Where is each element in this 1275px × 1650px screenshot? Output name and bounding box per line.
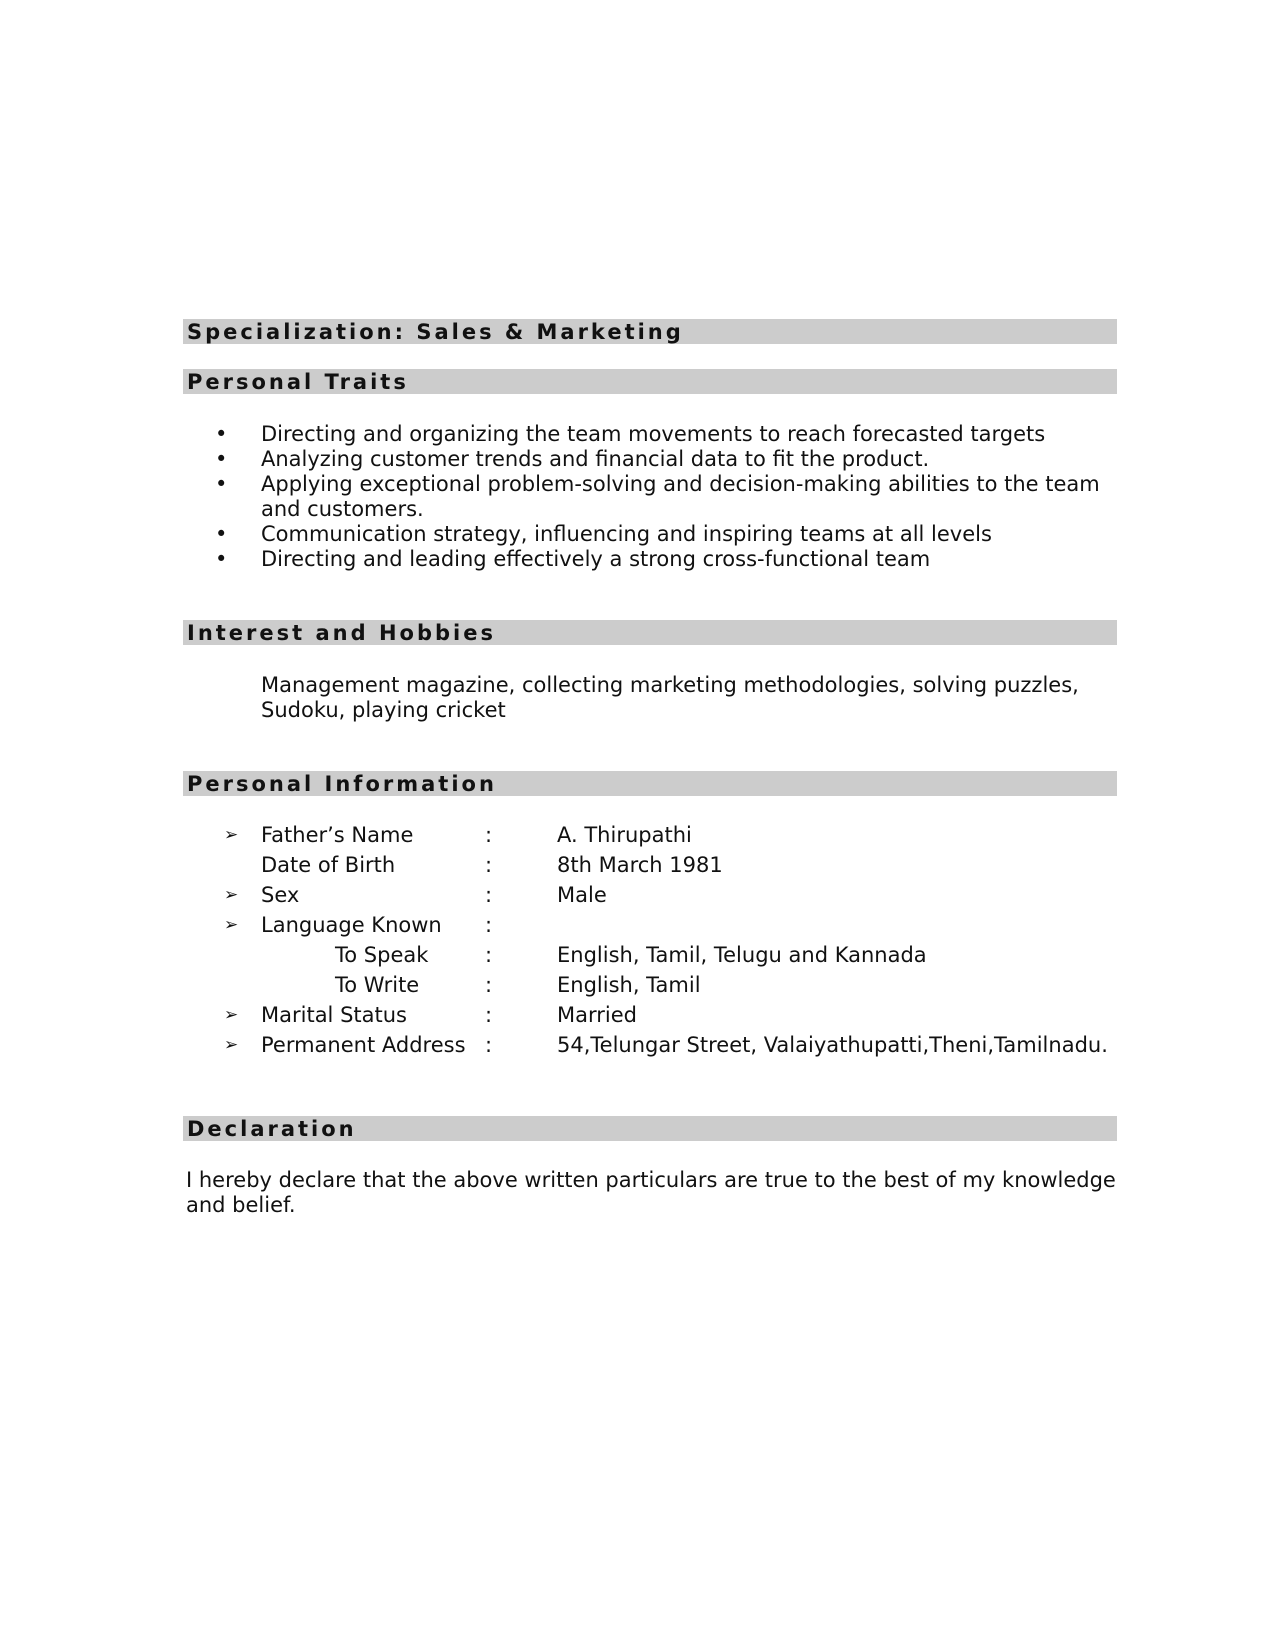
personal-info-title: Personal Information (187, 772, 497, 796)
declaration-header (183, 1116, 1117, 1141)
info-colon: : (485, 883, 493, 907)
info-colon: : (485, 1003, 493, 1027)
bullet-icon: • (215, 472, 228, 496)
trait-text: Communication strategy, influencing and inspiring teams at all levels (261, 522, 992, 546)
info-row-language-known (220, 910, 1120, 940)
personal-traits-list (213, 422, 1113, 572)
list-item (213, 472, 1113, 522)
info-value: English, Tamil, Telugu and Kannada (557, 943, 927, 967)
info-value: Married (557, 1003, 637, 1027)
specialization-title: Specialization: Sales & Marketing (187, 320, 684, 344)
specialization-header (183, 319, 1117, 344)
hobbies-header (183, 620, 1117, 645)
info-colon: : (485, 853, 493, 877)
info-colon: : (485, 823, 493, 847)
info-value: 8th March 1981 (557, 853, 723, 877)
arrow-bullet-icon: ➢ (224, 1035, 239, 1055)
bullet-icon: • (215, 447, 228, 471)
info-row-fathers-name (220, 820, 1120, 850)
bullet-icon: • (215, 522, 228, 546)
trait-text: Directing and leading effectively a strong cross-functional team (261, 547, 931, 571)
info-row-marital-status (220, 1000, 1120, 1030)
info-label: To Write (335, 973, 420, 997)
hobbies-text: Management magazine, collecting marketing methodologies, solving puzzles, Sudoku, playing cricket (261, 673, 1079, 722)
list-item (213, 522, 1113, 547)
info-colon: : (485, 943, 493, 967)
info-value: English, Tamil (557, 973, 701, 997)
info-label: Date of Birth (261, 853, 396, 877)
info-row-to-write (220, 970, 1120, 1000)
arrow-bullet-icon: ➢ (224, 915, 239, 935)
declaration-text: I hereby declare that the above written particulars are true to the best of my knowledge and belief. (186, 1168, 1116, 1217)
arrow-bullet-icon: ➢ (224, 885, 239, 905)
info-value: 54,Telungar Street, Valaiyathupatti,Theni,Tamilnadu. (557, 1033, 1108, 1057)
arrow-bullet-icon: ➢ (224, 825, 239, 845)
info-colon: : (485, 913, 493, 937)
personal-traits-header (183, 369, 1117, 394)
info-label: Marital Status (261, 1003, 407, 1027)
declaration-title: Declaration (187, 1117, 357, 1141)
info-row-sex (220, 880, 1120, 910)
trait-text: Directing and organizing the team movements to reach forecasted targets (261, 422, 1046, 446)
personal-info-header (183, 771, 1117, 796)
personal-traits-title: Personal Traits (187, 370, 409, 394)
info-value: A. Thirupathi (557, 823, 692, 847)
info-label: Language Known (261, 913, 442, 937)
arrow-bullet-icon: ➢ (224, 1005, 239, 1025)
info-colon: : (485, 1033, 493, 1057)
info-label: Father’s Name (261, 823, 414, 847)
bullet-icon: • (215, 422, 228, 446)
trait-text: Applying exceptional problem-solving and decision-making abilities to the team and customers. (261, 472, 1100, 521)
bullet-icon: • (215, 547, 228, 571)
list-item (213, 422, 1113, 447)
hobbies-title: Interest and Hobbies (187, 621, 496, 645)
info-row-permanent-address (220, 1030, 1120, 1060)
list-item (213, 547, 1113, 572)
info-value: Male (557, 883, 607, 907)
info-row-date-of-birth (220, 850, 1120, 880)
list-item (213, 447, 1113, 472)
info-row-to-speak (220, 940, 1120, 970)
declaration-block (186, 1168, 1116, 1217)
info-label: Sex (261, 883, 300, 907)
info-label: To Speak (335, 943, 429, 967)
info-colon: : (485, 973, 493, 997)
trait-text: Analyzing customer trends and financial data to fit the product. (261, 447, 930, 471)
info-label: Permanent Address (261, 1033, 466, 1057)
